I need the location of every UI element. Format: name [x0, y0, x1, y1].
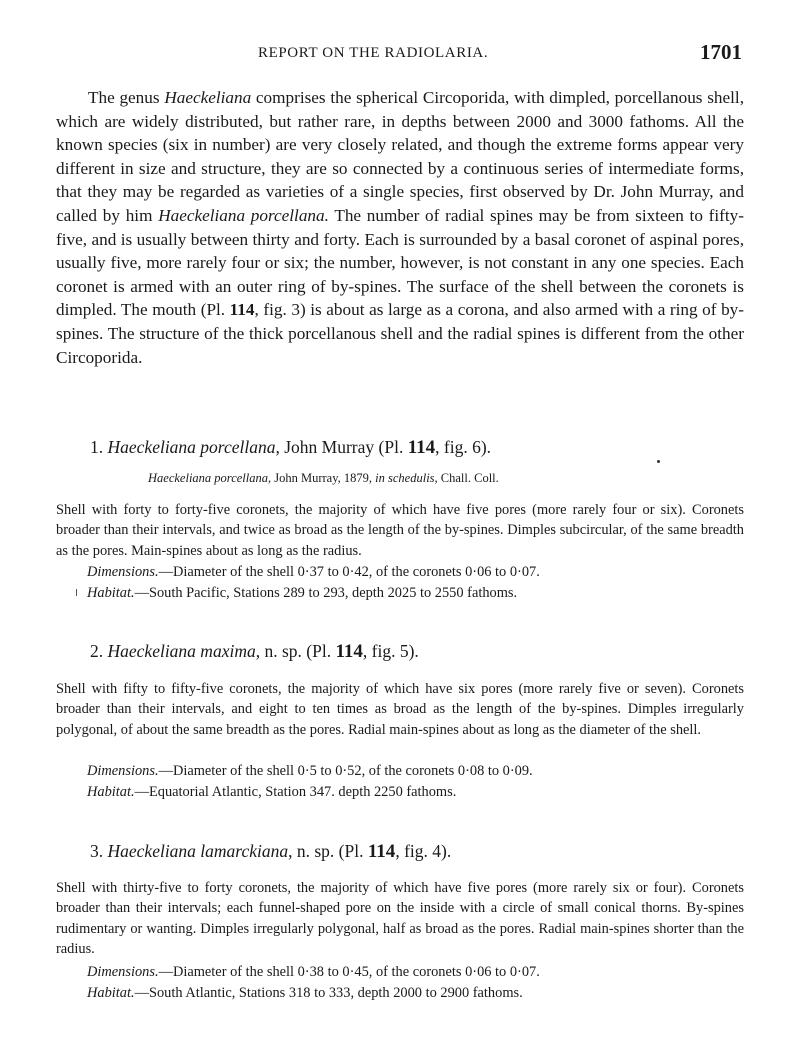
- species-description: Shell with thirty-five to forty coronets, the majority of which have five pores (more rarely six or four). Coronets broader than their intervals; each funnel-shaped pore on the inside with a circle of small conical thorns. By-spines rudimentary or wanting. Dimples irregularly polygonal, half as broad as the pores. Radial main-spines shorter than the radius.: [56, 880, 744, 957]
- habitat-line: [87, 784, 456, 801]
- stray-mark: [76, 589, 77, 596]
- species-author: , n. sp. (Pl.: [255, 641, 336, 661]
- species-author: , John Murray (Pl.: [275, 437, 408, 457]
- synonym-name: Haeckeliana porcellana: [148, 471, 268, 485]
- intro-text: , fig. 3) is about as large as a corona, and also armed with a ring of by-spines. The structure of the thick porcellanous shell and the radial spines is different from the other Circoporida.: [56, 300, 744, 367]
- figure-ref: , fig. 6).: [435, 437, 492, 457]
- dimensions-label: Dimensions.: [87, 564, 159, 580]
- species-heading: [90, 841, 451, 863]
- plate-number: 114: [367, 841, 396, 862]
- plate-number: 114: [407, 437, 436, 458]
- dimensions-line: [87, 564, 540, 581]
- stray-mark: [657, 460, 660, 463]
- dimensions-line: [87, 763, 533, 780]
- plate-number: 114: [335, 641, 363, 662]
- habitat-line: [87, 585, 517, 602]
- dimensions-label: Dimensions.: [87, 964, 159, 980]
- genus-name: Haeckeliana: [164, 88, 252, 107]
- species-heading: [90, 641, 419, 663]
- species-author: , n. sp. (Pl.: [288, 841, 368, 861]
- intro-text: comprises the spherical Circoporida, with dimpled, porcellanous shell, which are widely distributed, but rather rare, in depths between 2000 and 3000 fathoms. All the known species (six in number) are very closely related, and though the extreme forms appear very different in size and structure, they are so connected by a continuous series of intermediate forms, that they may be regarded as varieties of a single species, first observed by Dr. John Murray, and called by him: [56, 88, 744, 225]
- synonym-author: , John Murray, 1879,: [267, 471, 376, 485]
- synonym-line: [148, 471, 499, 486]
- dimensions-value: —Diameter of the shell 0·38 to 0·45, of the coronets 0·06 to 0·07.: [158, 964, 540, 980]
- habitat-label: Habitat.: [87, 585, 135, 601]
- species-name: Haeckeliana porcellana: [107, 437, 276, 457]
- habitat-label: Habitat.: [87, 985, 135, 1001]
- species-name: Haeckeliana maxima: [107, 641, 256, 661]
- dimensions-line: [87, 964, 540, 981]
- plate-number: 114: [229, 300, 255, 320]
- habitat-value: —South Atlantic, Stations 318 to 333, depth 2000 to 2900 fathoms.: [134, 985, 523, 1001]
- species-name: Haeckeliana lamarckiana: [107, 841, 289, 861]
- species-number: 2.: [90, 641, 104, 661]
- dimensions-label: Dimensions.: [87, 763, 159, 779]
- species-description: Shell with fifty to fifty-five coronets, the majority of which have six pores (more rarely five or seven). Coronets broader than their intervals, and eight to ten times as broad as the length of the by-spines. Dimples irregularly polygonal, of about the same breadth as the pores. Radial main-spines about as long as the diameter of the shell.: [56, 681, 744, 738]
- species-description: Shell with forty to forty-five coronets, the majority of which have five pores (more rarely four or six). Coronets broader than their intervals, and twice as broad as the length of the by-spines. Dimples subcircular, of the same breadth as the pores. Main-spines about as long as the radius.: [56, 502, 744, 559]
- species-number: 1.: [90, 437, 104, 457]
- species-name: Haeckeliana porcellana.: [158, 205, 329, 225]
- intro-text: The number of radial spines may be from sixteen to fifty-five, and is usually between thirty and forty. Each is surrounded by a basal coronet of aspinal pores, usually five, more rarely four or six; the number, however, is not constant in any one species. Each coronet is armed with an outer ring of by-spines. The surface of the shell between the coronets is dimpled. The mouth (Pl.: [56, 205, 744, 320]
- habitat-value: —South Pacific, Stations 289 to 293, depth 2025 to 2550 fathoms.: [134, 585, 518, 601]
- figure-ref: , fig. 4).: [395, 841, 452, 861]
- figure-ref: , fig. 5).: [362, 641, 419, 661]
- habitat-value: —Equatorial Atlantic, Station 347. depth 2250 fathoms.: [134, 784, 457, 800]
- synonym-rest: , Chall. Coll.: [434, 471, 499, 485]
- habitat-label: Habitat.: [87, 784, 135, 800]
- running-title: REPORT ON THE RADIOLARIA.: [258, 45, 489, 61]
- intro-paragraph: [56, 86, 744, 369]
- intro-text: The genus: [88, 88, 165, 107]
- dimensions-value: —Diameter of the shell 0·5 to 0·52, of the coronets 0·08 to 0·09.: [158, 763, 533, 779]
- species-heading: [90, 437, 491, 459]
- synonym-note: in schedulis: [375, 471, 435, 485]
- dimensions-value: —Diameter of the shell 0·37 to 0·42, of the coronets 0·06 to 0·07.: [158, 564, 540, 580]
- page-number: 1701: [700, 40, 742, 64]
- habitat-line: [87, 985, 523, 1002]
- species-number: 3.: [90, 841, 104, 861]
